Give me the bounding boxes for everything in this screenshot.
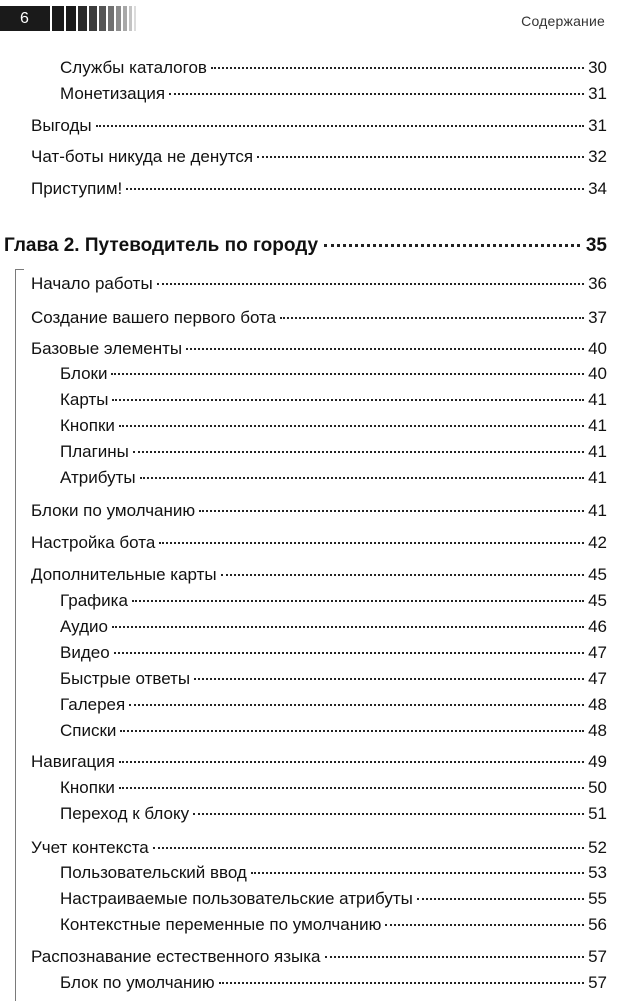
toc-entry[interactable] <box>60 55 607 81</box>
toc-entry-label: Видео <box>60 643 110 662</box>
leader-dots <box>257 156 584 158</box>
toc-entry[interactable] <box>31 498 607 524</box>
toc-sub-entry[interactable] <box>60 666 607 692</box>
toc-entry-label: Настройка бота <box>31 533 156 552</box>
page-number: 6 <box>0 6 50 31</box>
toc-entry-page: 40 <box>588 339 607 358</box>
toc-entry-page: 42 <box>588 533 607 552</box>
toc-entry-page: 53 <box>588 863 607 882</box>
toc-entry-page: 48 <box>588 721 607 740</box>
leader-dots <box>133 451 584 453</box>
leader-dots <box>129 704 584 706</box>
leader-dots <box>140 477 585 479</box>
indent-bracket <box>15 269 24 1001</box>
leader-dots <box>193 813 584 815</box>
toc-entry-label: Службы каталогов <box>60 58 207 77</box>
toc-entry[interactable] <box>31 835 607 861</box>
toc-entry-page: 46 <box>588 617 607 636</box>
toc-entry-page: 41 <box>588 501 607 520</box>
toc-entry-page: 47 <box>588 669 607 688</box>
toc-entry-label: Карты <box>60 390 109 409</box>
leader-dots <box>251 872 584 874</box>
toc-entry-label: Галерея <box>60 695 126 714</box>
toc-entry-page: 45 <box>588 565 607 584</box>
toc-sub-entry[interactable] <box>60 970 607 996</box>
leader-dots <box>112 626 584 628</box>
toc-entry-page: 49 <box>588 752 607 771</box>
toc-entry-label: Списки <box>60 721 117 740</box>
toc-entry[interactable] <box>31 176 607 202</box>
leader-dots <box>112 399 584 401</box>
toc-entry[interactable] <box>31 562 607 588</box>
toc-entry-label: Блоки <box>60 364 108 383</box>
leader-dots <box>119 787 584 789</box>
toc-entry-page: 31 <box>588 116 607 135</box>
leader-dots <box>221 574 584 576</box>
leader-dots <box>120 730 584 732</box>
toc-entry-label: Аудио <box>60 617 108 636</box>
toc-sub-entry[interactable] <box>60 860 607 886</box>
toc-entry-label: Начало работы <box>31 274 153 293</box>
leader-dots <box>199 510 584 512</box>
leader-dots <box>119 761 584 763</box>
toc-entry[interactable] <box>31 271 607 297</box>
toc-entry-label: Переход к блоку <box>60 804 190 823</box>
toc-entry-label: Кнопки <box>60 778 115 797</box>
toc-entry-page: 55 <box>588 889 607 908</box>
leader-dots <box>111 373 584 375</box>
toc-entry-page: 41 <box>588 390 607 409</box>
leader-dots <box>132 600 584 602</box>
toc-entry-label: Пользовательский ввод <box>60 863 247 882</box>
toc-entry-page: 45 <box>588 591 607 610</box>
toc-entry-page: 50 <box>588 778 607 797</box>
toc-entry-page: 41 <box>588 416 607 435</box>
toc-entry-page: 32 <box>588 147 607 166</box>
leader-dots <box>194 678 584 680</box>
toc-entry[interactable] <box>31 113 607 139</box>
section-title: Содержание <box>521 13 605 29</box>
toc-entry[interactable] <box>31 144 607 170</box>
toc-entry-label: Контекстные переменные по умолчанию <box>60 915 382 934</box>
toc-sub-entry[interactable] <box>60 439 607 465</box>
leader-dots <box>325 956 585 958</box>
toc-entry-label: Плагины <box>60 442 129 461</box>
toc-sub-entry[interactable] <box>60 614 607 640</box>
toc-entry-page: 36 <box>588 274 607 293</box>
toc-entry-label: Монетизация <box>60 84 166 103</box>
leader-dots <box>119 425 584 427</box>
leader-dots <box>219 982 584 984</box>
toc-entry-label: Учет контекста <box>31 838 149 857</box>
toc-entry-label: Дополнительные карты <box>31 565 217 584</box>
toc-entry-label: Настраиваемые пользовательские атрибуты <box>60 889 413 908</box>
toc-sub-entry[interactable] <box>60 801 607 827</box>
toc-entry-page: 31 <box>588 84 607 103</box>
chapter-title: Глава 2. Путеводитель по городу <box>4 235 319 256</box>
toc-sub-entry[interactable] <box>60 692 607 718</box>
leader-dots <box>186 348 584 350</box>
toc-entry-page: 57 <box>588 973 607 992</box>
toc-entry-page: 47 <box>588 643 607 662</box>
toc-entry[interactable] <box>60 81 607 107</box>
toc-entry[interactable] <box>31 530 607 556</box>
toc-entry-page: 41 <box>588 442 607 461</box>
toc-chapter-heading[interactable] <box>4 231 607 261</box>
toc-sub-entry[interactable] <box>60 465 607 491</box>
toc-sub-entry[interactable] <box>60 640 607 666</box>
leader-dots <box>126 188 584 190</box>
leader-dots <box>159 542 584 544</box>
toc-entry-page: 48 <box>588 695 607 714</box>
toc-sub-entry[interactable] <box>60 588 607 614</box>
toc-entry[interactable] <box>31 749 607 775</box>
toc-entry-label: Быстрые ответы <box>60 669 191 688</box>
toc-sub-entry[interactable] <box>60 387 607 413</box>
toc-sub-entry[interactable] <box>60 775 607 801</box>
toc-sub-entry[interactable] <box>60 886 607 912</box>
leader-dots <box>417 898 584 900</box>
toc-entry-label: Выгоды <box>31 116 92 135</box>
leader-dots <box>96 125 584 127</box>
toc-entry-page: 56 <box>588 915 607 934</box>
toc-entry[interactable] <box>31 944 607 970</box>
toc-entry-label: Чат-боты никуда не денутся <box>31 147 254 166</box>
toc-entry-label: Кнопки <box>60 416 115 435</box>
leader-dots <box>385 924 584 926</box>
leader-dots <box>169 93 584 95</box>
toc-entry-page: 52 <box>588 838 607 857</box>
toc-entry-label: Графика <box>60 591 128 610</box>
toc-sub-entry[interactable] <box>60 912 607 938</box>
toc-sub-entry[interactable] <box>60 718 607 744</box>
toc-entry-page: 40 <box>588 364 607 383</box>
toc-entry-page: 57 <box>588 947 607 966</box>
leader-dots <box>211 67 584 69</box>
toc-entry-label: Блок по умолчанию <box>60 973 215 992</box>
toc-sub-entry[interactable] <box>60 413 607 439</box>
toc-entry-page: 41 <box>588 468 607 487</box>
toc-entry-label: Атрибуты <box>60 468 136 487</box>
toc-entry-label: Распознавание естественного языка <box>31 947 321 966</box>
toc-entry-label: Приступим! <box>31 179 123 198</box>
toc-entry-page: 34 <box>588 179 607 198</box>
toc-entry-label: Блоки по умолчанию <box>31 501 196 520</box>
leader-dots <box>324 244 580 247</box>
toc-entry-page: 51 <box>588 804 607 823</box>
toc-entry-page: 37 <box>588 308 607 327</box>
toc-entry[interactable] <box>31 336 607 362</box>
leader-dots <box>280 317 584 319</box>
leader-dots <box>153 847 584 849</box>
leader-dots <box>114 652 584 654</box>
toc-sub-entry[interactable] <box>60 361 607 387</box>
toc-entry-label: Навигация <box>31 752 115 771</box>
toc-entry[interactable] <box>31 305 607 331</box>
toc-entry-label: Создание вашего первого бота <box>31 308 277 327</box>
leader-dots <box>157 283 584 285</box>
toc-entry-label: Базовые элементы <box>31 339 183 358</box>
chapter-page: 35 <box>585 235 607 256</box>
toc-entry-page: 30 <box>588 58 607 77</box>
